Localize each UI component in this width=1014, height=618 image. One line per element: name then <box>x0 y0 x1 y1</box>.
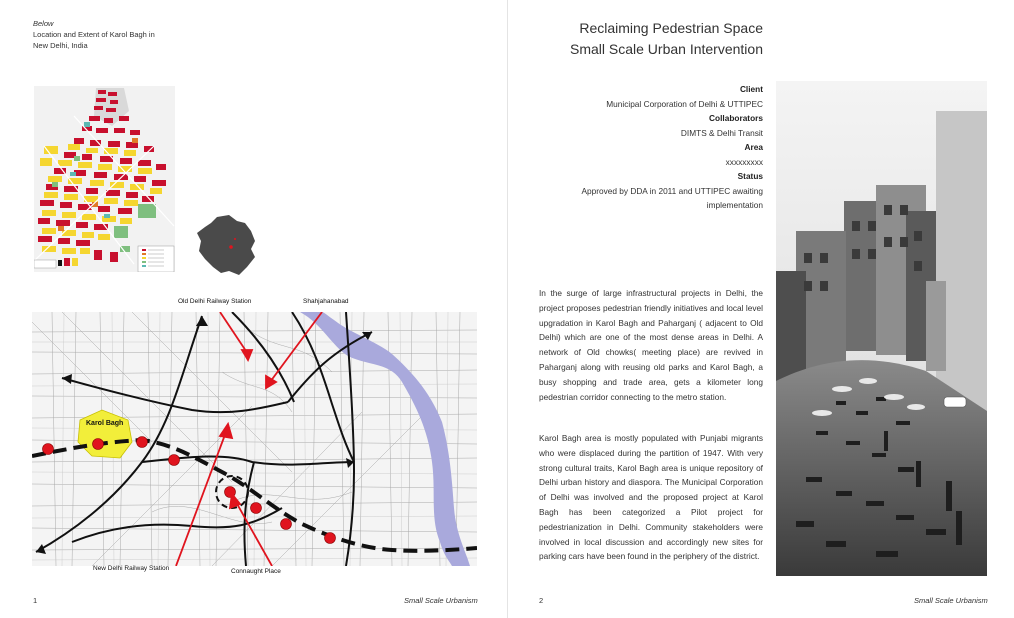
title-line-2: Small Scale Urban Intervention <box>570 41 763 57</box>
caption-label: Below <box>33 19 54 28</box>
street-photo <box>776 81 987 576</box>
collaborators-heading: Collaborators <box>709 113 763 123</box>
label-old-delhi-station: Old Delhi Railway Station <box>178 298 252 305</box>
caption-line-2: New Delhi, India <box>33 41 88 50</box>
status-value-line-2: implementation <box>706 200 763 210</box>
label-karol-bagh: Karol Bagh <box>86 420 124 427</box>
footer-left: Small Scale Urbanism <box>404 596 478 605</box>
caption-line-1: Location and Extent of Karol Bagh in <box>33 30 155 39</box>
page-number-left: 1 <box>33 596 38 605</box>
body-paragraph-1: In the surge of large infrastructural projects in Delhi, the project proposes pedestrian friendly initiatives and local level upgradation in Karol Bagh and Paharganj ( adjacent to Old Delhi) which are one of the most dense areas in Delhi. A network of Old chowks( meeting place) are revived in Paharganj along with reusing old parks and Karol Bagh, a busy shopping and trade area, gets a kilometer long pedestrian corridor connecting to the metro station. <box>539 288 763 402</box>
status-heading: Status <box>737 171 763 181</box>
page-title <box>570 18 763 60</box>
status-value-line-1: Approved by DDA in 2011 and UTTIPEC awaiting <box>581 185 763 196</box>
map-caption <box>33 18 155 51</box>
collaborators-value: DIMTS & Delhi Transit <box>680 127 763 138</box>
delhi-inset-map <box>195 213 259 277</box>
area-heading: Area <box>744 142 763 152</box>
footer-right: Small Scale Urbanism <box>914 596 988 605</box>
city-street-map <box>32 312 477 566</box>
client-value: Municipal Corporation of Delhi & UTTIPEC <box>606 98 763 109</box>
body-paragraph-2: Karol Bagh area is mostly populated with Punjabi migrants who were displaced during the partition of 1947. With very strong cultural traits, Karol Bagh area is unique repository of Delhi urban history and diaspora. The Municipal Corporation of Delhi was involved and the proposed project at Karol Bagh has been categorized a Pilot project for pedestrianization in Delhi. Community stakeholders were involved in local discussion and accordingly new sites for parking cars have been found in the periphery of the district. <box>539 433 763 562</box>
client-heading: Client <box>739 84 763 94</box>
label-shahjahanabad: Shahjahanabad <box>303 298 349 305</box>
landuse-map <box>34 86 175 272</box>
area-value: xxxxxxxxx <box>725 156 763 167</box>
delhi-territory <box>197 215 255 275</box>
label-connaught-place: Connaught Place <box>231 568 281 575</box>
label-new-delhi-station: New Delhi Railway Station <box>93 565 170 572</box>
title-line-1: Reclaiming Pedestrian Space <box>579 20 763 36</box>
page-number-right: 2 <box>539 596 544 605</box>
project-meta <box>503 82 763 213</box>
